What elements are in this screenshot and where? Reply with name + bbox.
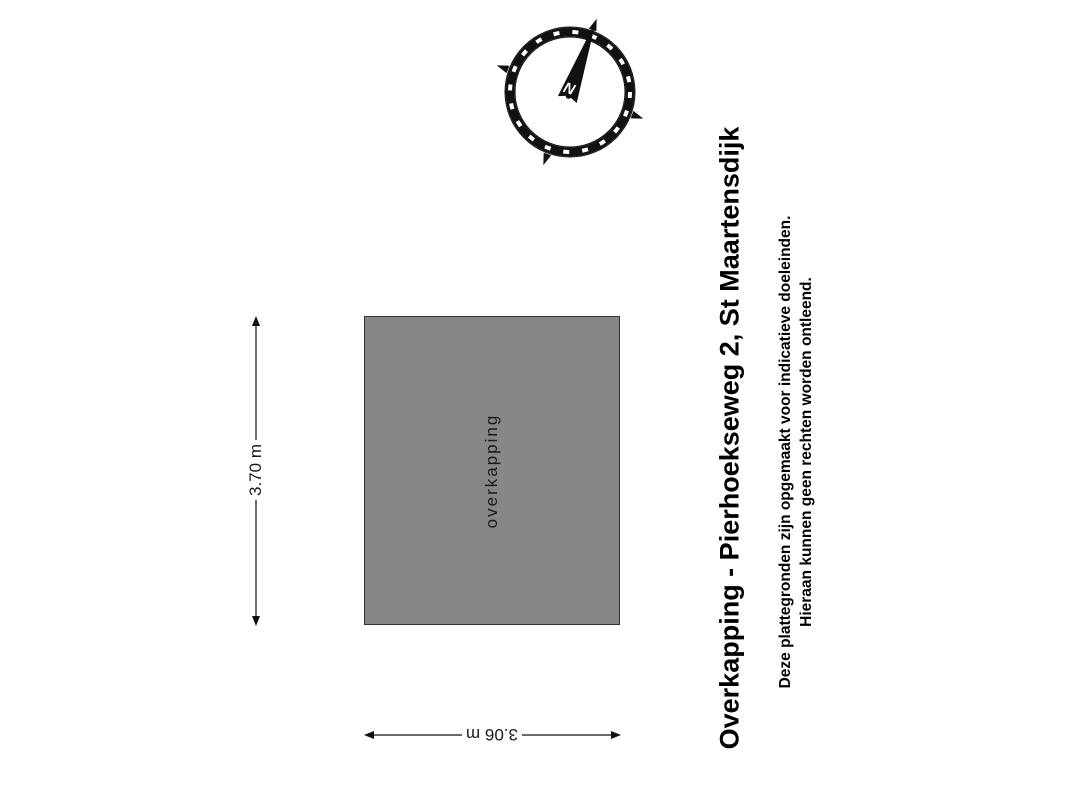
room-label: overkapping [482,413,501,528]
disclaimer-line-2: Hieraan kunnen geen rechten worden ontleend. [798,277,815,627]
vertical-dimension-label: 3.70 m [246,440,266,500]
plan-title: Overkapping - Pierhoekseweg 2, St Maartensdijk [714,126,745,750]
horizontal-dimension-label: 3.06 m [462,724,522,744]
disclaimer-line-1: Deze plattegronden zijn opgemaakt voor indicatieve doeleinden. [777,215,794,689]
compass-north-label: N [560,79,577,99]
room-overkapping [364,316,620,625]
